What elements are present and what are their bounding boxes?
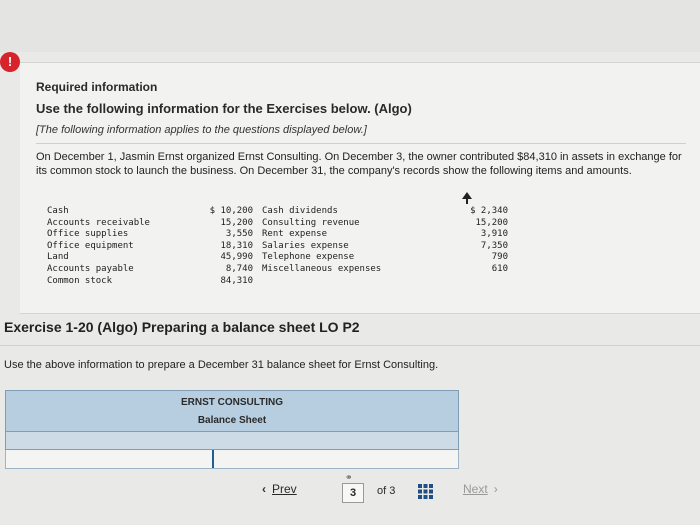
divider bbox=[36, 143, 686, 144]
divider bbox=[0, 345, 700, 346]
alert-icon: ! bbox=[0, 52, 20, 72]
account-amount: 790 bbox=[491, 252, 508, 263]
chevron-left-icon: ‹ bbox=[262, 482, 266, 496]
applies-note: [The following information applies to the questions displayed below.] bbox=[36, 124, 367, 136]
account-name: Accounts receivable bbox=[47, 217, 150, 228]
grid-icon[interactable] bbox=[418, 484, 433, 499]
required-info-heading: Required information bbox=[36, 80, 158, 94]
chevron-right-icon: › bbox=[493, 482, 498, 496]
page-of-label: of 3 bbox=[377, 485, 396, 497]
exercise-instruction: Use the above information to prepare a December 31 balance sheet for Ernst Consulting. bbox=[4, 359, 439, 371]
statement-title: Balance Sheet bbox=[197, 415, 267, 426]
account-amount: 3,910 bbox=[480, 229, 508, 240]
required-info-panel bbox=[20, 62, 700, 314]
intro-paragraph: On December 1, Jasmin Ernst organized Ernst Consulting. On December 3, the owner contributed $84,310 in assets in exchange for its common stock to launch the business. On December 31, the company's records show the following items and amounts. bbox=[36, 151, 682, 177]
account-amount: $ 2,340 bbox=[470, 206, 508, 216]
accounts-left-names bbox=[47, 206, 150, 287]
account-name: Rent expense bbox=[262, 229, 328, 240]
account-name: Office equipment bbox=[47, 240, 134, 251]
column-divider bbox=[212, 450, 214, 468]
account-amount: 8,740 bbox=[225, 263, 253, 274]
balance-sheet-header bbox=[5, 390, 459, 432]
account-amount: 7,350 bbox=[480, 240, 508, 251]
balance-sheet-table bbox=[5, 390, 459, 469]
account-name: Office supplies bbox=[47, 229, 129, 240]
date-row bbox=[5, 432, 459, 450]
account-name: Consulting revenue bbox=[262, 217, 360, 228]
account-amount: 45,990 bbox=[220, 252, 253, 263]
table-row[interactable] bbox=[5, 450, 459, 469]
next-button[interactable] bbox=[463, 482, 498, 504]
account-name: Cash dividends bbox=[262, 206, 338, 216]
account-name: Accounts payable bbox=[47, 263, 134, 274]
account-amount: 3,550 bbox=[225, 229, 253, 240]
account-amount: 15,200 bbox=[475, 217, 508, 228]
account-amount: 15,200 bbox=[220, 217, 253, 228]
link-icon: ⚭ bbox=[345, 472, 353, 482]
account-name: Common stock bbox=[47, 275, 113, 286]
page-number-box[interactable]: 3 bbox=[342, 483, 364, 503]
account-name: Land bbox=[47, 252, 69, 263]
accounts-left-amounts bbox=[195, 206, 253, 287]
next-label: Next bbox=[463, 482, 488, 496]
use-info-heading: Use the following information for the Exercises below. (Algo) bbox=[36, 101, 412, 116]
account-amount: 610 bbox=[491, 263, 508, 274]
prev-button[interactable] bbox=[262, 482, 297, 504]
account-name: Telephone expense bbox=[262, 252, 355, 263]
account-name: Cash bbox=[47, 206, 69, 216]
company-name: ERNST CONSULTING bbox=[180, 397, 284, 408]
account-name: Miscellaneous expenses bbox=[262, 263, 382, 274]
accounts-right-amounts bbox=[460, 206, 508, 276]
account-amount: 84,310 bbox=[220, 275, 253, 286]
exercise-title: Exercise 1-20 (Algo) Preparing a balance sheet LO P2 bbox=[4, 319, 360, 335]
mouse-cursor-icon bbox=[462, 192, 472, 204]
accounts-right-names bbox=[262, 206, 381, 276]
top-banner bbox=[0, 0, 700, 52]
account-amount: $ 10,200 bbox=[209, 206, 253, 216]
account-name: Salaries expense bbox=[262, 240, 349, 251]
account-amount: 18,310 bbox=[220, 240, 253, 251]
prev-label: Prev bbox=[272, 482, 297, 496]
